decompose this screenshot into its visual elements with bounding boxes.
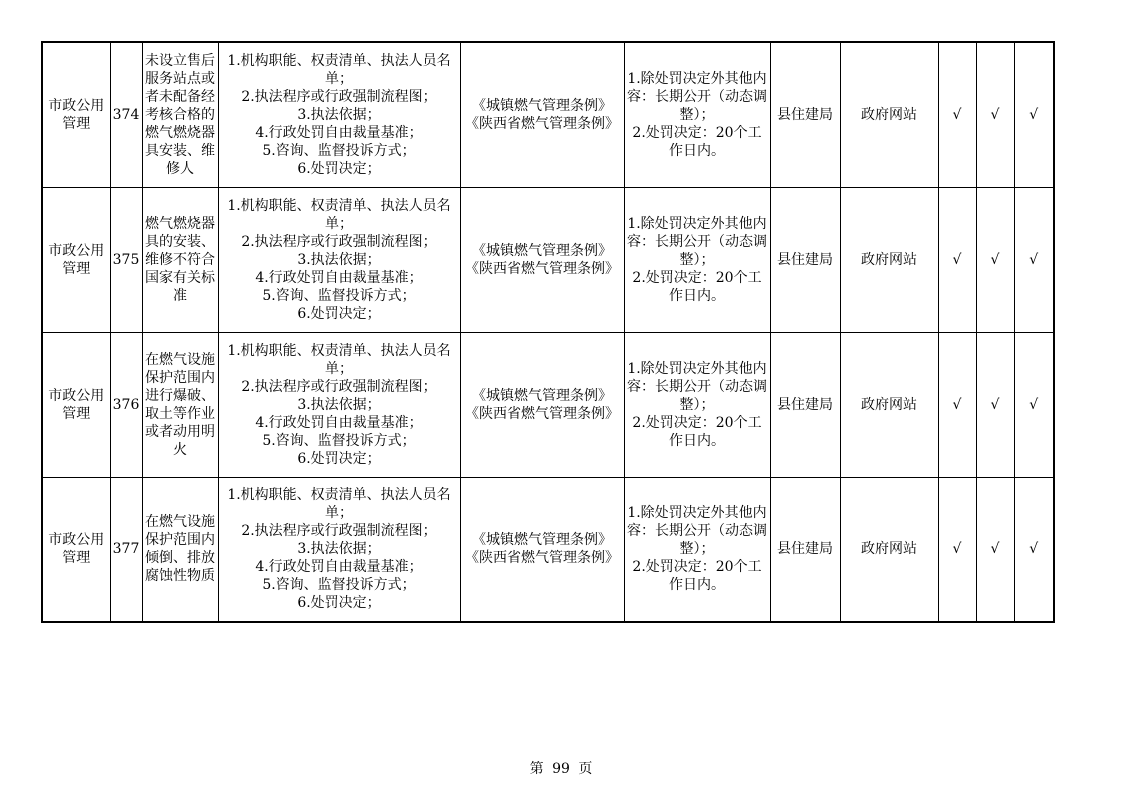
disclosure-content-line: 2.执法程序或行政强制流程图； (241, 523, 437, 540)
legal-basis-cell (460, 42, 624, 187)
violation-item-cell: 在燃气设施保护范围内倾倒、排放腐蚀性物质 (142, 477, 218, 622)
disclosure-content-line: 2.执法程序或行政强制流程图； (241, 88, 437, 105)
disclosure-period-line: 2.处罚决定：20个工作日内。 (632, 269, 762, 304)
disclosure-channel-cell: 政府网站 (840, 187, 938, 332)
check-mark-cell: √ (938, 187, 976, 332)
page-number-prefix: 第 (529, 761, 544, 777)
table-row (42, 187, 1054, 332)
disclosure-content-line: 3.执法依据； (297, 251, 381, 268)
disclosure-content-line: 2.执法程序或行政强制流程图； (241, 378, 437, 395)
disclosure-content-line: 1.机构职能、权责清单、执法人员名单； (227, 52, 451, 87)
legal-basis-line: 《城镇燃气管理条例》 (472, 532, 612, 549)
disclosure-period-line: 2.处罚决定：20个工作日内。 (632, 414, 762, 449)
item-number-cell: 376 (110, 332, 142, 477)
disclosure-content-line: 5.咨询、监督投诉方式； (262, 142, 416, 159)
violation-item-cell: 燃气燃烧器具的安装、维修不符合国家有关标准 (142, 187, 218, 332)
table-row (42, 477, 1054, 622)
table-row (42, 42, 1054, 187)
check-mark-cell: √ (976, 477, 1014, 622)
disclosure-period-cell (624, 42, 770, 187)
check-mark-cell: √ (976, 332, 1014, 477)
legal-basis-line: 《陕西省燃气管理条例》 (465, 115, 619, 132)
disclosure-period-cell (624, 477, 770, 622)
legal-basis-line: 《城镇燃气管理条例》 (472, 97, 612, 114)
check-mark-cell: √ (976, 187, 1014, 332)
disclosure-content-line: 4.行政处罚自由裁量基准； (255, 124, 423, 141)
disclosure-subject-cell: 县住建局 (770, 42, 840, 187)
disclosure-content-line: 5.咨询、监督投诉方式； (262, 577, 416, 594)
disclosure-content-line: 6.处罚决定； (297, 160, 381, 177)
disclosure-subject-cell: 县住建局 (770, 477, 840, 622)
disclosure-channel-cell: 政府网站 (840, 332, 938, 477)
disclosure-content-cell (218, 477, 460, 622)
table-row (42, 332, 1054, 477)
page-number-value: 99 (552, 761, 570, 777)
item-number-cell: 374 (110, 42, 142, 187)
disclosure-table (41, 41, 1055, 623)
disclosure-content-line: 1.机构职能、权责清单、执法人员名单； (227, 342, 451, 377)
disclosure-content-line: 4.行政处罚自由裁量基准； (255, 414, 423, 431)
disclosure-period-line: 1.除处罚决定外其他内容：长期公开（动态调整）； (627, 505, 767, 558)
violation-item-cell: 在燃气设施保护范围内进行爆破、取土等作业或者动用明火 (142, 332, 218, 477)
category-cell: 市政公用管理 (42, 332, 110, 477)
legal-basis-line: 《城镇燃气管理条例》 (472, 387, 612, 404)
disclosure-content-line: 1.机构职能、权责清单、执法人员名单； (227, 487, 451, 522)
disclosure-period-line: 2.处罚决定：20个工作日内。 (632, 559, 762, 594)
disclosure-content-line: 3.执法依据； (297, 106, 381, 123)
page-number (0, 760, 1122, 778)
check-mark-cell: √ (1014, 477, 1054, 622)
disclosure-subject-cell: 县住建局 (770, 332, 840, 477)
violation-item-cell: 未设立售后服务站点或者未配备经考核合格的燃气燃烧器具安装、维修人 (142, 42, 218, 187)
disclosure-content-line: 3.执法依据； (297, 541, 381, 558)
disclosure-content-cell (218, 42, 460, 187)
check-mark-cell: √ (1014, 42, 1054, 187)
disclosure-period-line: 1.除处罚决定外其他内容：长期公开（动态调整）； (627, 215, 767, 268)
check-mark-cell: √ (1014, 332, 1054, 477)
check-mark-cell: √ (938, 332, 976, 477)
disclosure-subject-cell: 县住建局 (770, 187, 840, 332)
legal-basis-line: 《城镇燃气管理条例》 (472, 242, 612, 259)
item-number-cell: 377 (110, 477, 142, 622)
disclosure-period-line: 1.除处罚决定外其他内容：长期公开（动态调整）； (627, 360, 767, 413)
disclosure-content-line: 6.处罚决定； (297, 595, 381, 612)
disclosure-content-line: 5.咨询、监督投诉方式； (262, 287, 416, 304)
check-mark-cell: √ (938, 42, 976, 187)
disclosure-channel-cell: 政府网站 (840, 477, 938, 622)
disclosure-content-line: 2.执法程序或行政强制流程图； (241, 233, 437, 250)
item-number-cell: 375 (110, 187, 142, 332)
check-mark-cell: √ (938, 477, 976, 622)
legal-basis-line: 《陕西省燃气管理条例》 (465, 260, 619, 277)
category-cell: 市政公用管理 (42, 187, 110, 332)
disclosure-content-line: 6.处罚决定； (297, 305, 381, 322)
disclosure-period-cell (624, 187, 770, 332)
disclosure-channel-cell: 政府网站 (840, 42, 938, 187)
disclosure-content-line: 4.行政处罚自由裁量基准； (255, 559, 423, 576)
disclosure-period-line: 2.处罚决定：20个工作日内。 (632, 124, 762, 159)
disclosure-content-line: 6.处罚决定； (297, 450, 381, 467)
disclosure-content-line: 4.行政处罚自由裁量基准； (255, 269, 423, 286)
disclosure-content-cell (218, 332, 460, 477)
check-mark-cell: √ (976, 42, 1014, 187)
check-mark-cell: √ (1014, 187, 1054, 332)
legal-basis-cell (460, 187, 624, 332)
disclosure-content-line: 1.机构职能、权责清单、执法人员名单； (227, 197, 451, 232)
category-cell: 市政公用管理 (42, 42, 110, 187)
page-number-suffix: 页 (578, 761, 593, 777)
legal-basis-line: 《陕西省燃气管理条例》 (465, 550, 619, 567)
disclosure-content-cell (218, 187, 460, 332)
disclosure-period-line: 1.除处罚决定外其他内容：长期公开（动态调整）； (627, 70, 767, 123)
category-cell: 市政公用管理 (42, 477, 110, 622)
disclosure-content-line: 3.执法依据； (297, 396, 381, 413)
legal-basis-cell (460, 477, 624, 622)
disclosure-period-cell (624, 332, 770, 477)
legal-basis-cell (460, 332, 624, 477)
disclosure-content-line: 5.咨询、监督投诉方式； (262, 432, 416, 449)
legal-basis-line: 《陕西省燃气管理条例》 (465, 405, 619, 422)
